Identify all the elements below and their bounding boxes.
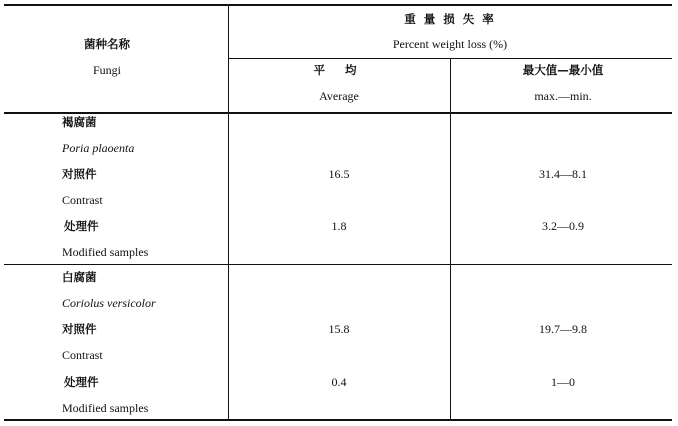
column-divider-2	[450, 59, 451, 420]
row-label-en: Contrast	[62, 348, 103, 362]
fungi-header-cn: 菌种名称	[84, 37, 130, 51]
top-rule	[4, 4, 672, 6]
column-divider-1	[228, 5, 229, 420]
average-cell: 0.4	[331, 375, 347, 389]
range-header-en: max.—min.	[534, 89, 592, 103]
row-label-en: Contrast	[62, 193, 103, 207]
group-name-cn: 褐腐菌	[62, 115, 97, 129]
average-cell: 16.5	[328, 167, 350, 181]
range-cell: 19.7—9.8	[539, 322, 587, 336]
group-name-cn: 白腐菌	[62, 270, 97, 284]
average-header-en: Average	[319, 89, 359, 103]
row-label-cn: 对照件	[62, 167, 97, 181]
average-cell: 15.8	[328, 322, 350, 336]
range-cell: 31.4—8.1	[539, 167, 587, 181]
weight-loss-header-cn: 重 量 损 失 率	[404, 12, 496, 26]
row-label-cn: 处理件	[64, 219, 99, 233]
row-label-en: Modified samples	[62, 401, 149, 415]
fungi-header-en: Fungi	[92, 63, 122, 77]
range-cell: 1—0	[551, 375, 575, 389]
row-label-cn: 处理件	[64, 375, 99, 389]
weight-loss-header-en: Percent weight loss (%)	[392, 37, 508, 51]
range-header-cn: 最大值—最小值	[522, 63, 604, 77]
header-bottom-rule	[4, 112, 672, 114]
average-header-cn: 平 均	[313, 63, 365, 77]
group-name-latin: Coriolus versicolor	[62, 296, 156, 310]
average-cell: 1.8	[331, 219, 347, 233]
group-divider-rule	[4, 264, 672, 265]
bottom-rule	[4, 419, 672, 421]
group-name-latin: Poria plaoenta	[62, 141, 135, 155]
row-label-en: Modified samples	[62, 245, 149, 259]
row-label-cn: 对照件	[62, 322, 97, 336]
range-cell: 3.2—0.9	[542, 219, 584, 233]
